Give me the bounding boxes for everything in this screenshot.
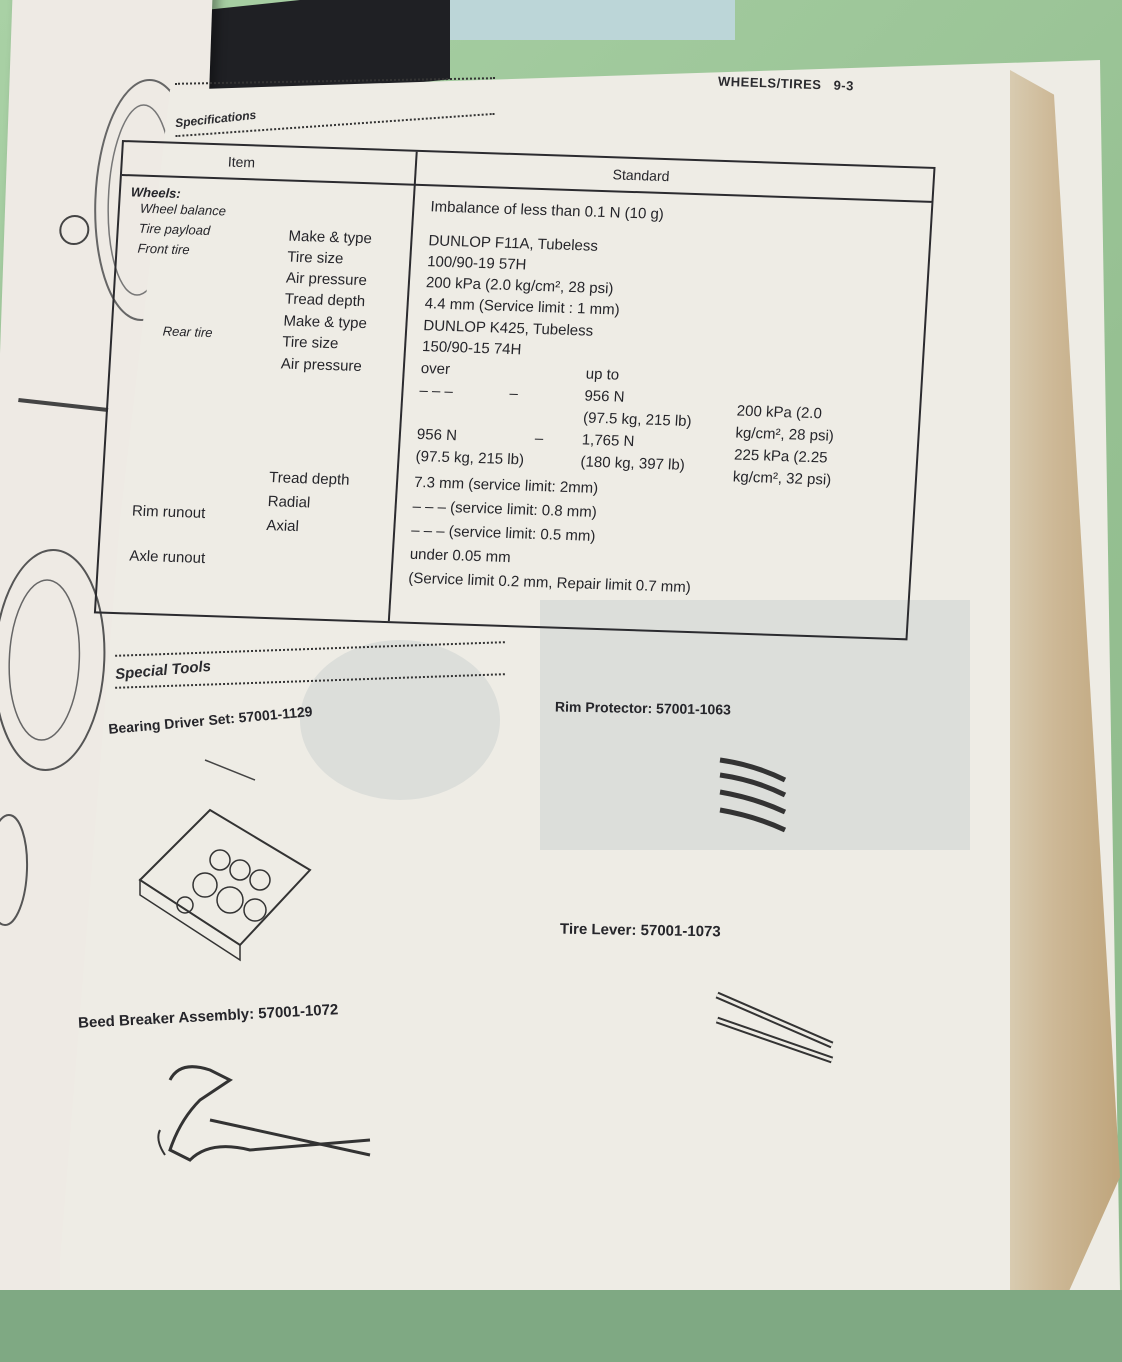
value-rear-size: 150/90-15 74H bbox=[421, 338, 522, 359]
tire-lever-label bbox=[560, 921, 721, 941]
load-dash: – bbox=[534, 429, 544, 448]
label-wheel-balance: Wheel balance bbox=[139, 200, 227, 219]
header-section: WHEELS/TIRES bbox=[717, 73, 822, 93]
beed-breaker-code: 57001-1072 bbox=[257, 1001, 339, 1023]
tire-lever-name: Tire Lever: bbox=[559, 920, 637, 939]
header-page: 9-3 bbox=[833, 77, 855, 94]
group-axle-runout: Axle runout bbox=[128, 547, 206, 567]
value-axle-limits: (Service limit 0.2 mm, Repair limit 0.7 mm) bbox=[407, 569, 692, 597]
rim-protector-code: 57001-1063 bbox=[655, 700, 732, 718]
label-rear-tread: Tread depth bbox=[268, 469, 350, 489]
label-tire-payload: Tire payload bbox=[138, 220, 211, 238]
pressure-200-b: kg/cm², 28 psi) bbox=[734, 424, 835, 445]
label-front-pressure: Air pressure bbox=[285, 269, 368, 290]
label-front-size: Tire size bbox=[286, 248, 344, 268]
bearing-driver-label bbox=[108, 703, 313, 737]
value-front-pressure: 200 kPa (2.0 kg/cm², 28 psi) bbox=[425, 274, 614, 298]
value-wheel-balance: Imbalance of less than 0.1 N (10 g) bbox=[429, 198, 665, 223]
load-956: 956 N bbox=[583, 387, 625, 406]
special-tools-title: Special Tools bbox=[114, 657, 212, 684]
column-header-standard: Standard bbox=[612, 166, 670, 185]
value-axial: – – – (service limit: 0.5 mm) bbox=[410, 521, 596, 545]
table-surface bbox=[0, 1290, 1122, 1362]
tire-lever-drawing bbox=[712, 990, 852, 1070]
value-front-size: 100/90-19 57H bbox=[426, 253, 527, 274]
label-axial: Axial bbox=[265, 517, 300, 536]
load-over: over bbox=[420, 360, 451, 378]
group-rear-tire: Rear tire bbox=[162, 323, 214, 341]
rim-protector-label bbox=[555, 698, 731, 717]
group-rim-runout: Rim runout bbox=[131, 502, 206, 522]
rim-protector-drawing bbox=[715, 750, 805, 840]
bearing-driver-name: Bearing Driver Set: bbox=[107, 709, 236, 737]
value-rear-make: DUNLOP K425, Tubeless bbox=[422, 317, 594, 340]
pressure-225-b: kg/cm², 32 psi) bbox=[732, 468, 832, 489]
value-radial: – – – (service limit: 0.8 mm) bbox=[412, 497, 598, 521]
beed-breaker-drawing bbox=[150, 1060, 390, 1180]
load-956-kg-b: (97.5 kg, 215 lb) bbox=[415, 447, 525, 469]
load-956-b: 956 N bbox=[416, 425, 458, 445]
group-front-tire: Front tire bbox=[137, 240, 191, 258]
header-divider bbox=[122, 174, 932, 202]
value-front-make: DUNLOP F11A, Tubeless bbox=[427, 232, 599, 255]
bearing-driver-set-drawing bbox=[130, 750, 330, 950]
group-wheels: Wheels: bbox=[130, 184, 182, 201]
value-axle-runout: under 0.05 mm bbox=[409, 545, 512, 567]
pressure-200-a: 200 kPa (2.0 bbox=[736, 402, 823, 423]
label-rear-pressure: Air pressure bbox=[280, 355, 363, 376]
load-956-kg: (97.5 kg, 215 lb) bbox=[582, 409, 693, 431]
beed-breaker-label bbox=[78, 1001, 339, 1032]
divider bbox=[115, 641, 505, 657]
tire-lever-code: 57001-1073 bbox=[640, 922, 721, 941]
load-1765-kg: (180 kg, 397 lb) bbox=[580, 453, 686, 474]
label-rear-size: Tire size bbox=[281, 333, 339, 353]
beed-breaker-name: Beed Breaker Assembly: bbox=[77, 1005, 255, 1032]
value-rear-tread: 7.3 mm (service limit: 2mm) bbox=[413, 473, 599, 497]
rim-protector-name: Rim Protector: bbox=[554, 698, 653, 717]
load-1765: 1,765 N bbox=[581, 431, 635, 451]
bearing-driver-code: 57001-1129 bbox=[237, 703, 313, 726]
label-front-make: Make & type bbox=[288, 227, 373, 248]
label-front-tread: Tread depth bbox=[284, 290, 366, 311]
specifications-title: Specifications bbox=[174, 107, 257, 131]
pressure-225-a: 225 kPa (2.25 bbox=[733, 446, 829, 467]
column-header-item: Item bbox=[227, 153, 256, 171]
load-dash: – bbox=[509, 384, 519, 403]
load-dash: – – – bbox=[419, 382, 454, 401]
value-front-tread: 4.4 mm (Service limit : 1 mm) bbox=[424, 295, 621, 319]
label-rear-make: Make & type bbox=[282, 312, 368, 333]
specifications-table bbox=[94, 140, 936, 640]
label-radial: Radial bbox=[267, 493, 311, 512]
load-up-to: up to bbox=[585, 365, 620, 384]
divider bbox=[175, 77, 495, 85]
